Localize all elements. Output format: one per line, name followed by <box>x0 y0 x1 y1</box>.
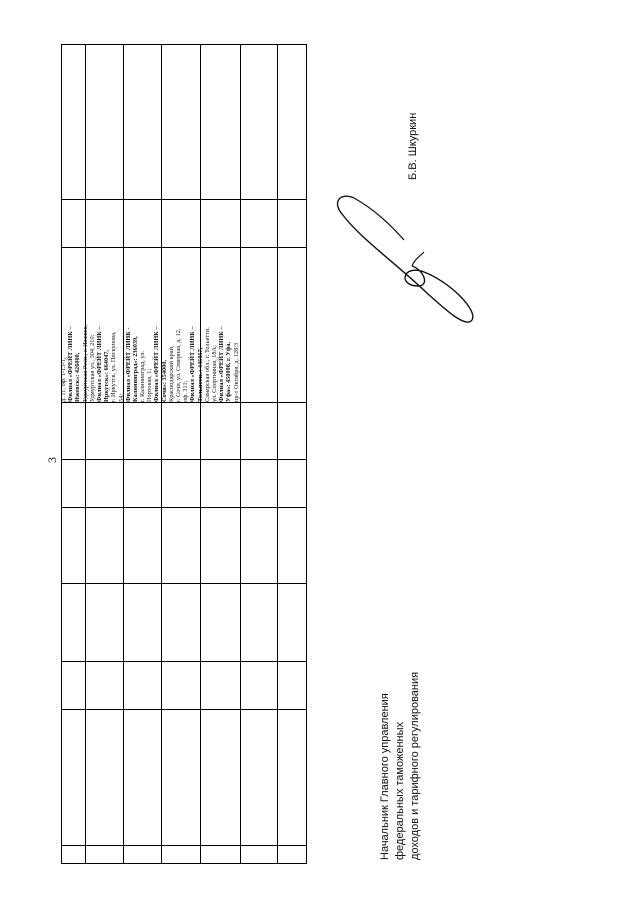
row-divider <box>62 845 306 846</box>
address-line: г. Калининград, ул. <box>139 350 147 402</box>
column-divider <box>200 45 201 863</box>
address-line: Иркутск»: 664047, <box>103 350 111 402</box>
address-line: ул. Спортивная, 18А; <box>210 345 218 402</box>
address-line: Ижевск»: 426000, <box>74 352 82 402</box>
address-line: Удмуртская ул., 304, 210; <box>88 334 96 402</box>
address-line: Уфа»: 450098, г. Уфа, <box>225 342 233 402</box>
column-divider <box>123 45 124 863</box>
data-table <box>61 44 307 864</box>
row-divider <box>62 402 306 403</box>
column-divider <box>85 45 86 863</box>
address-line: Филиал «ФРЕЙТ ЛИНК – <box>189 326 197 402</box>
address-cell <box>60 247 240 402</box>
address-line: д. 11, оф. 1-13-1, <box>60 357 67 402</box>
address-line: Краснодарский край, <box>167 345 175 402</box>
address-line: Филиал «ФРЕЙТ ЛИНК – <box>218 326 226 402</box>
position-line: доходов и тарифного регулирования <box>409 671 421 860</box>
signatory-name: Б.В. Шкуркин <box>407 112 419 180</box>
address-lines <box>60 247 240 402</box>
position-block <box>378 600 438 860</box>
address-line: 54; <box>117 393 125 402</box>
column-divider <box>161 45 162 863</box>
address-line: Филиал «ФРЕЙТ ЛИНК – <box>67 326 75 402</box>
address-line: Калининград»: 236039, <box>131 336 139 402</box>
address-line: Сочи»: 354000, <box>160 360 168 402</box>
address-line: Тольятти»: 445057, <box>196 347 204 402</box>
address-line: г. Иркутск, ул. Пискунова, <box>110 331 118 402</box>
address-line: Филиал «ФРЕЙТ ЛИНК - <box>124 327 132 402</box>
address-line: Портовая, 1; <box>146 368 154 402</box>
row-divider <box>62 199 306 200</box>
address-line: Удмуртская Респ., г. Ижевск, <box>81 324 89 402</box>
signature <box>332 190 482 335</box>
address-line: пр-т Октября, д. 128/3 <box>232 342 240 402</box>
row-divider <box>62 459 306 460</box>
address-line: Филиал «ФРЕЙТ ЛИНК – <box>95 326 103 402</box>
row-divider <box>62 507 306 508</box>
address-line: Филиал «ФРЕЙТ ЛИНК – <box>153 326 161 402</box>
row-divider <box>62 583 306 584</box>
page-number: 3 <box>45 457 59 463</box>
row-divider <box>62 661 306 662</box>
address-line: оф. 311; <box>182 380 190 402</box>
address-line: Самарская обл., г. Тольятти, <box>203 327 211 402</box>
position-line: Начальник Главного управления <box>379 693 391 860</box>
column-divider <box>277 45 278 863</box>
row-divider <box>62 709 306 710</box>
position-title <box>378 600 438 860</box>
address-line: г. Сочи, ул. Северная, д. 12, <box>175 328 182 402</box>
column-divider <box>240 45 241 863</box>
signatory-block <box>405 60 425 180</box>
position-line: федеральных таможенных <box>394 721 406 860</box>
